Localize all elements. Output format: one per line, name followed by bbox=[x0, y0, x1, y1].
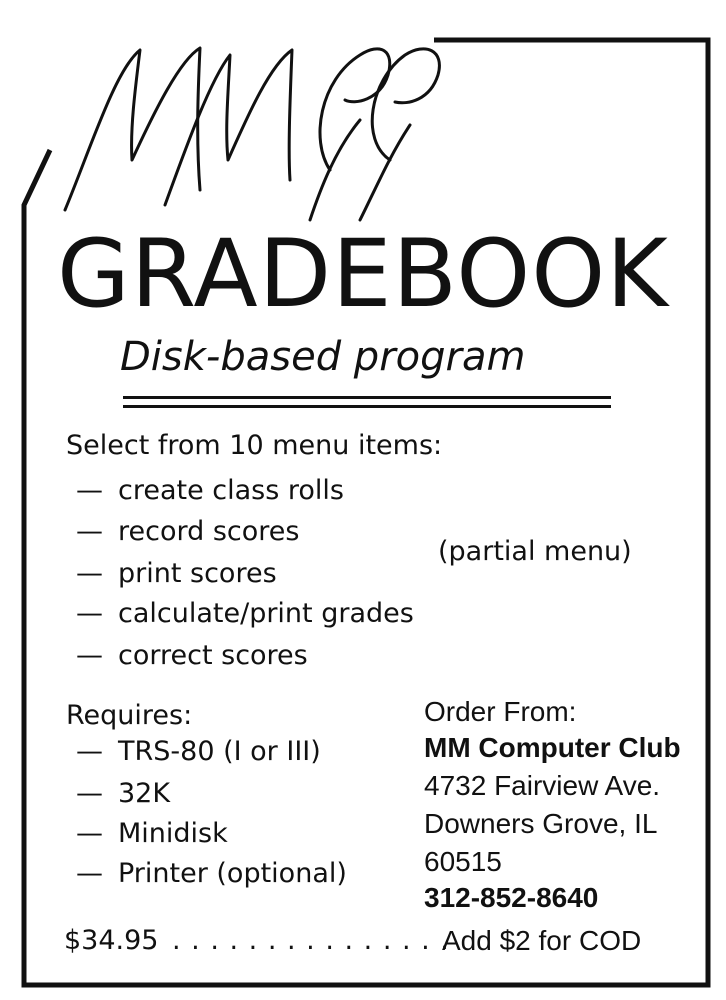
requirement-item: Printer (optional) bbox=[118, 858, 347, 889]
order-heading: Order From: bbox=[424, 696, 577, 727]
dash-glyph: — bbox=[76, 858, 103, 889]
requirement-item: 32K bbox=[118, 778, 171, 809]
dash-glyph: — bbox=[76, 598, 103, 629]
price: $34.95 bbox=[64, 925, 159, 956]
dash-glyph: — bbox=[76, 778, 103, 809]
dash-glyph: — bbox=[76, 475, 103, 506]
divider-bottom bbox=[123, 405, 611, 408]
price-leader: . . . . . . . . . . . . . . . bbox=[172, 925, 450, 956]
cod-note: Add $2 for COD bbox=[442, 925, 642, 956]
partial-menu-note: (partial menu) bbox=[438, 536, 632, 567]
requirement-item: Minidisk bbox=[118, 818, 228, 849]
dash-glyph: — bbox=[76, 640, 103, 671]
dash-glyph: — bbox=[76, 558, 103, 589]
dash-glyph: — bbox=[76, 736, 103, 767]
order-company: MM Computer Club bbox=[424, 732, 681, 763]
product-subtitle: Disk-based program bbox=[120, 334, 526, 380]
order-zip: 60515 bbox=[424, 846, 502, 877]
menu-item: print scores bbox=[118, 558, 277, 589]
menu-item: record scores bbox=[118, 516, 300, 547]
order-phone: 312-852-8640 bbox=[424, 882, 599, 913]
order-street: 4732 Fairview Ave. bbox=[424, 770, 661, 801]
menu-item: calculate/print grades bbox=[118, 598, 414, 629]
divider-top bbox=[123, 396, 611, 399]
requirement-item: TRS-80 (I or III) bbox=[118, 736, 321, 767]
order-city: Downers Grove, IL bbox=[424, 808, 658, 839]
dash-glyph: — bbox=[76, 818, 103, 849]
menu-item: correct scores bbox=[118, 640, 308, 671]
menu-item: create class rolls bbox=[118, 475, 344, 506]
dash-glyph: — bbox=[76, 516, 103, 547]
product-title: GRADEBOOK bbox=[57, 220, 669, 329]
menu-heading: Select from 10 menu items: bbox=[66, 430, 443, 461]
mmcc-logo bbox=[60, 30, 450, 230]
requires-heading: Requires: bbox=[66, 700, 193, 731]
